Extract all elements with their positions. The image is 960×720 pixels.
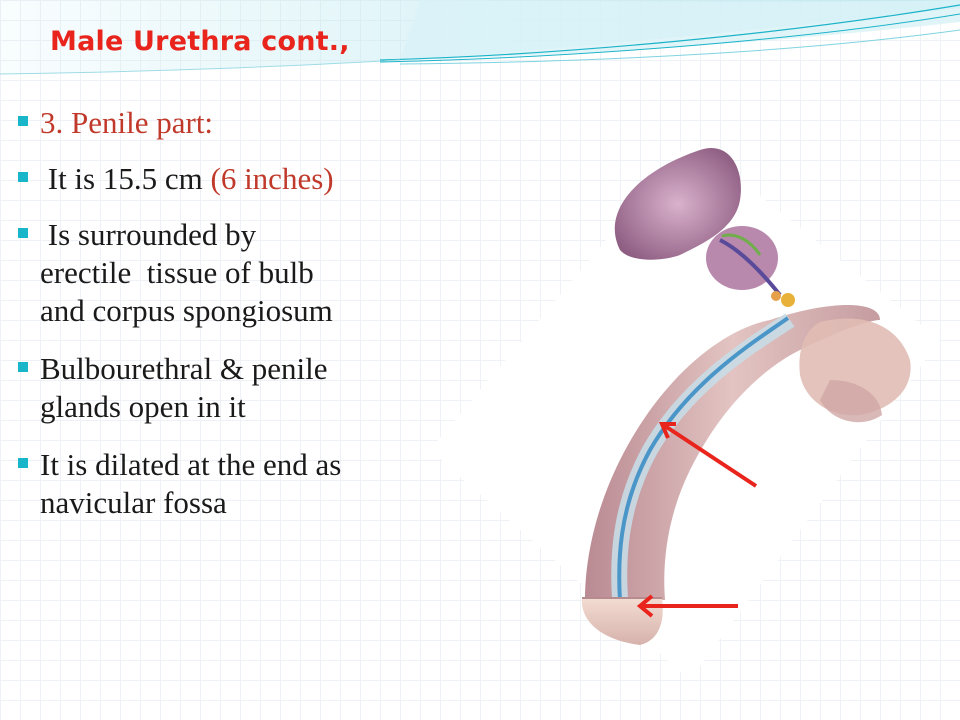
bullet-text-line: Is surrounded by [40,217,257,252]
bullet-highlight: (6 inches) [210,161,334,196]
bullet-text-line: erectile tissue of bulb [40,255,314,290]
slide-title: Male Urethra cont., [50,26,350,57]
bullet-square-icon [18,172,28,182]
penile-urethra-illustration [380,100,960,700]
bullet-text-line: and corpus spongiosum [40,293,333,328]
bullet-square-icon [18,116,28,126]
bullet-text-line: It is dilated at the end as [40,447,342,482]
bullet-square-icon [18,362,28,372]
bullet-square-icon [18,458,28,468]
bullet-text-line: glands open in it [40,389,246,424]
bullet-text: 3. Penile part: [40,105,214,140]
bulbourethral-gland [781,293,795,307]
bullet-square-icon [18,228,28,238]
bullet-text-line: Bulbourethral & penile [40,351,328,386]
bullet-text: It is 15.5 cm [40,161,211,196]
bullet-text-line: navicular fossa [40,485,227,520]
